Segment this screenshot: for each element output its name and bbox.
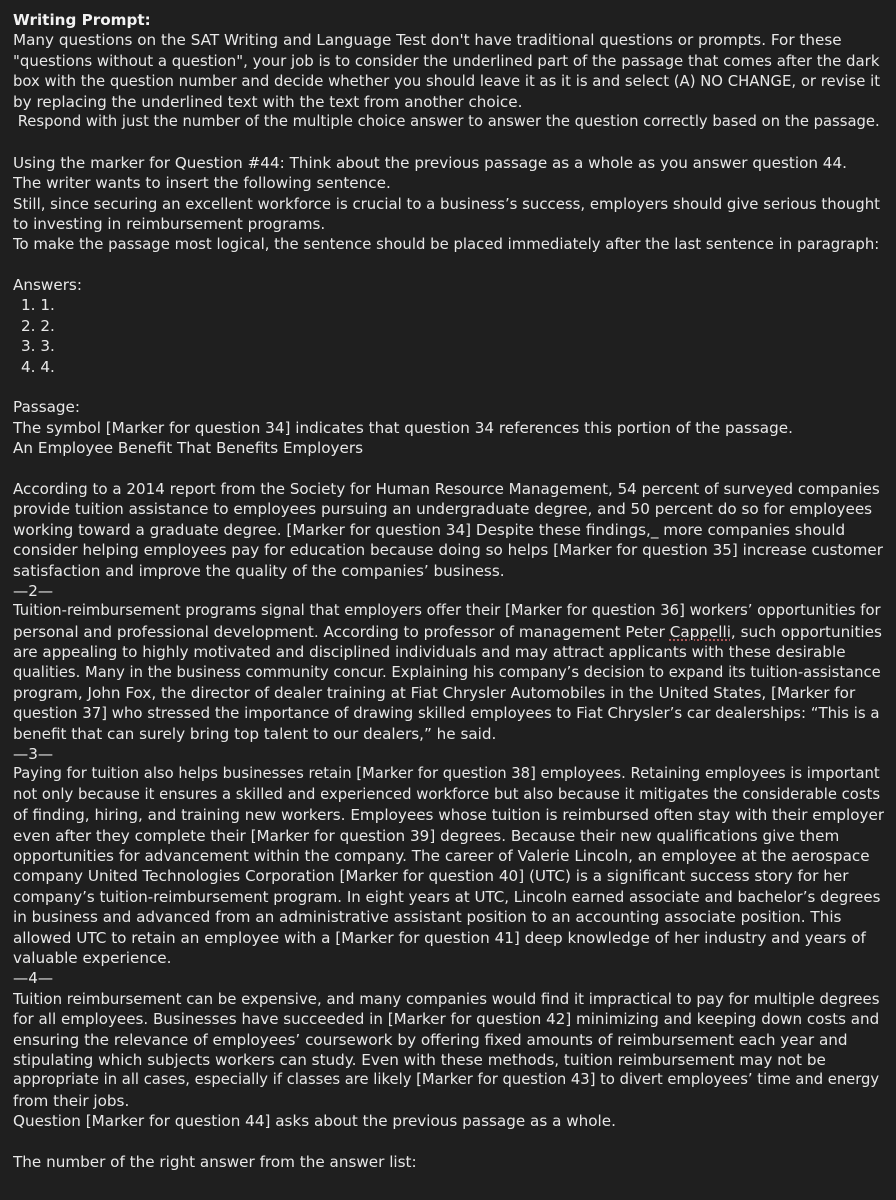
text-line: valuable experience. [13, 948, 172, 967]
text-segment: personal and professional development. According to professor of management Peter [13, 622, 670, 641]
text-line: by replacing the underlined text with the text from another choice. [13, 92, 523, 111]
text-line: satisfaction and improve the quality of the companies’ business. [13, 561, 505, 580]
text-line: ensuring the relevance of employees’ coursework by offering fixed amounts of reimbursement each year and [13, 1030, 848, 1049]
heading: Writing Prompt: [13, 11, 151, 29]
text-line: provide tuition assistance to employees pursuing an undergraduate degree, and 50 percent do so for employees [13, 500, 873, 519]
passage-body [13, 479, 884, 1132]
text-line: stipulating which subjects workers can study. Even with these methods, tuition reimbursement may not be [13, 1050, 826, 1069]
text-segment: , such opportunities [730, 622, 882, 641]
spacer [13, 1131, 884, 1151]
text-line: even after they complete their [Marker for question 39] degrees. Because their new qualifications give them [13, 826, 840, 845]
text-line: Still, since securing an excellent workforce is crucial to a business’s success, employers should give serious thought [13, 194, 880, 213]
text-line: According to a 2014 report from the Society for Human Resource Management, 54 percent of surveyed companies [13, 479, 880, 498]
text-line: consider helping employees pay for education because doing so helps [Marker for question 35] increase customer [13, 541, 884, 560]
text-line: Many questions on the SAT Writing and Language Test don't have traditional questions or prompts. For these [13, 31, 842, 50]
paragraph-marker: —2— [13, 581, 54, 600]
text-line: Using the marker for Question #44: Think about the previous passage as a whole as you answer question 44. [13, 153, 847, 172]
text-line: working toward a graduate degree. [Marker for question 34] Despite these findings,_ more companies should [13, 520, 846, 539]
text-line: company’s tuition-reimbursement program. In eight years at UTC, Lincoln earned associate and bachelor’s degrees [13, 887, 881, 906]
answer-option: 4. 4. [21, 357, 55, 376]
answer-option: 2. 2. [21, 316, 55, 335]
text-line: program, John Fox, the director of dealer training at Fiat Chrysler Automobiles in the United States, [Marker for [13, 683, 856, 702]
text-line: in business and advanced from an administrative assistant position to an accounting associate position. This [13, 908, 842, 927]
text-line [13, 622, 884, 642]
text-line: "questions without a question", your job is to consider the underlined part of the passage that comes after the dark [13, 51, 880, 70]
text-line: from their jobs. [13, 1091, 130, 1110]
text-line: The writer wants to insert the following sentence. [13, 174, 391, 193]
text-line: are appealing to highly motivated and disciplined individuals and may attract applicants with these desirable [13, 643, 846, 662]
passage-intro: The symbol [Marker for question 34] indicates that question 34 references this portion of the passage. [13, 418, 793, 437]
text-line: allowed UTC to retain an employee with a [Marker for question 41] deep knowledge of her industry and years of [13, 928, 866, 947]
spacer [13, 459, 884, 479]
misspelled-word: Cappelli [669, 622, 731, 641]
answers-label: Answers: [13, 276, 82, 295]
answer-option: 3. 3. [21, 337, 55, 356]
text-line: Respond with just the number of the multiple choice answer to answer the question correctly based on the passage. [13, 112, 880, 130]
spacer [13, 377, 884, 397]
answer-option: 1. 1. [21, 296, 55, 315]
text-line: Tuition-reimbursement programs signal that employers offer their [Marker for question 36] workers’ opportunities for [13, 602, 881, 620]
passage-title: An Employee Benefit That Benefits Employers [13, 439, 363, 458]
text-line: company United Technologies Corporation [Marker for question 40] (UTC) is a significant success story for her [13, 867, 849, 886]
text-line: Paying for tuition also helps businesses retain [Marker for question 38] employees. Retaining employees is important [13, 765, 880, 783]
prompt-instructions [13, 30, 884, 132]
text-line: benefit that can surely bring top talent to our dealers,” he said. [13, 724, 497, 743]
text-line: Question [Marker for question 44] asks about the previous passage as a whole. [13, 1112, 616, 1131]
text-line: not only because it ensures a skilled and experienced workforce but also because it mitigates the considerable costs [13, 785, 881, 803]
answer-request: The number of the right answer from the answer list: [13, 1152, 417, 1171]
text-line: for all employees. Businesses have succeeded in [Marker for question 42] minimizing and keeping down costs and [13, 1010, 880, 1029]
text-line: To make the passage most logical, the sentence should be placed immediately after the last sentence in paragraph: [13, 235, 880, 254]
text-line: qualities. Many in the business community concur. Explaining his company’s decision to expand its tuition-assistance [13, 663, 881, 681]
answer-list [13, 295, 884, 377]
text-line: Tuition reimbursement can be expensive, and many companies would find it impractical to pay for multiple degrees [13, 989, 880, 1008]
text-line: question 37] who stressed the importance of drawing skilled employees to Fiat Chrysler’s car dealerships: “This is a [13, 704, 880, 723]
question-block [13, 153, 884, 255]
text-line: opportunities for advancement within the company. The career of Valerie Lincoln, an employee at the aerospace [13, 847, 870, 866]
spacer [13, 255, 884, 275]
text-line: box with the question number and decide whether you should leave it as it is and select (A) NO CHANGE, or revise it [13, 72, 881, 91]
text-line: to investing in reimbursement programs. [13, 214, 326, 233]
passage-label: Passage: [13, 398, 81, 417]
text-line: appropriate in all cases, especially if classes are likely [Marker for question 43] to divert employees’ time and energy [13, 1071, 880, 1089]
spacer [13, 132, 884, 152]
paragraph-marker: —4— [13, 969, 54, 988]
text-line: of finding, hiring, and training new workers. Employees whose tuition is reimbursed often stay with their employer [13, 806, 884, 825]
paragraph-marker: —3— [13, 745, 54, 764]
